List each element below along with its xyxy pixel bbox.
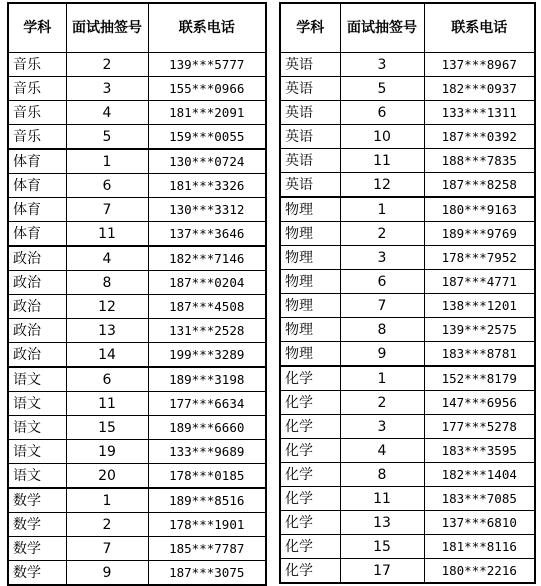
table-row — [8, 537, 266, 561]
phone-cell: 139***2575 — [424, 318, 535, 342]
draw-number-cell: 1 — [66, 488, 148, 513]
subject-cell: 物理 — [280, 294, 340, 318]
subject-cell: 英语 — [280, 77, 340, 101]
draw-number-cell: 8 — [66, 271, 148, 295]
subject-cell: 体育 — [8, 174, 66, 198]
table-row — [8, 198, 266, 222]
draw-number-cell: 2 — [66, 513, 148, 537]
table-row — [280, 511, 535, 535]
phone-cell: 138***1201 — [424, 294, 535, 318]
draw-number-cell: 17 — [340, 559, 424, 584]
phone-cell: 159***0055 — [148, 125, 266, 150]
table-row — [280, 487, 535, 511]
phone-cell: 183***7085 — [424, 487, 535, 511]
table-row — [280, 53, 535, 77]
subject-cell: 音乐 — [8, 53, 66, 77]
draw-number-cell: 11 — [340, 487, 424, 511]
table-row — [8, 101, 266, 125]
table-row — [280, 535, 535, 559]
phone-cell: 133***1311 — [424, 101, 535, 125]
table-row — [8, 513, 266, 537]
subject-cell: 化学 — [280, 415, 340, 439]
draw-number-cell: 11 — [340, 149, 424, 173]
subject-cell: 化学 — [280, 487, 340, 511]
draw-number-cell: 8 — [340, 463, 424, 487]
right-table-body — [280, 53, 535, 584]
phone-cell: 180***2216 — [424, 559, 535, 584]
subject-cell: 化学 — [280, 511, 340, 535]
subject-cell: 政治 — [8, 271, 66, 295]
table-row — [280, 439, 535, 463]
left-table-body — [8, 53, 266, 586]
phone-cell: 185***7787 — [148, 537, 266, 561]
table-row — [8, 392, 266, 416]
draw-number-cell: 10 — [340, 125, 424, 149]
phone-cell: 183***3595 — [424, 439, 535, 463]
phone-cell: 152***8179 — [424, 366, 535, 391]
subject-cell: 英语 — [280, 149, 340, 173]
subject-cell: 体育 — [8, 222, 66, 247]
subject-cell: 物理 — [280, 270, 340, 294]
subject-cell: 物理 — [280, 222, 340, 246]
phone-cell: 187***4508 — [148, 295, 266, 319]
table-row — [8, 271, 266, 295]
subject-cell: 物理 — [280, 318, 340, 342]
subject-cell: 音乐 — [8, 77, 66, 101]
table-row — [8, 77, 266, 101]
table-row — [280, 415, 535, 439]
table-row — [8, 464, 266, 489]
draw-number-cell: 13 — [340, 511, 424, 535]
phone-cell: 187***0392 — [424, 125, 535, 149]
draw-number-cell: 7 — [66, 537, 148, 561]
draw-number-cell: 5 — [340, 77, 424, 101]
subject-cell: 语文 — [8, 392, 66, 416]
table-row — [280, 391, 535, 415]
table-row — [280, 222, 535, 246]
subject-cell: 政治 — [8, 343, 66, 368]
subject-cell: 英语 — [280, 125, 340, 149]
header-row — [8, 3, 266, 53]
phone-cell: 178***0185 — [148, 464, 266, 489]
table-row — [280, 294, 535, 318]
phone-cell: 199***3289 — [148, 343, 266, 368]
draw-number-cell: 8 — [340, 318, 424, 342]
table-row — [8, 125, 266, 150]
table-row — [8, 343, 266, 368]
table-row — [8, 488, 266, 513]
table-row — [280, 342, 535, 367]
phone-cell: 182***0937 — [424, 77, 535, 101]
phone-cell: 177***6634 — [148, 392, 266, 416]
phone-cell: 189***3198 — [148, 367, 266, 392]
phone-cell: 182***1404 — [424, 463, 535, 487]
subject-cell: 化学 — [280, 391, 340, 415]
draw-number-cell: 11 — [66, 392, 148, 416]
phone-cell: 181***2091 — [148, 101, 266, 125]
header-phone: 联系电话 — [424, 3, 535, 53]
draw-number-cell: 1 — [340, 197, 424, 222]
phone-cell: 183***8781 — [424, 342, 535, 367]
draw-number-cell: 7 — [66, 198, 148, 222]
subject-cell: 语文 — [8, 416, 66, 440]
draw-number-cell: 2 — [340, 391, 424, 415]
subject-cell: 政治 — [8, 295, 66, 319]
subject-cell: 语文 — [8, 367, 66, 392]
table-row — [280, 173, 535, 198]
phone-cell: 147***6956 — [424, 391, 535, 415]
draw-number-cell: 9 — [340, 342, 424, 367]
draw-number-cell: 6 — [340, 101, 424, 125]
subject-cell: 数学 — [8, 537, 66, 561]
phone-cell: 177***5278 — [424, 415, 535, 439]
draw-number-cell: 12 — [66, 295, 148, 319]
table-row — [280, 559, 535, 584]
draw-number-cell: 7 — [340, 294, 424, 318]
subject-cell: 化学 — [280, 463, 340, 487]
phone-cell: 181***8116 — [424, 535, 535, 559]
subject-cell: 体育 — [8, 198, 66, 222]
table-row — [280, 77, 535, 101]
draw-number-cell: 12 — [340, 173, 424, 198]
draw-number-cell: 3 — [340, 246, 424, 270]
phone-cell: 181***3326 — [148, 174, 266, 198]
subject-cell: 体育 — [8, 149, 66, 174]
draw-number-cell: 3 — [66, 77, 148, 101]
header-draw-number: 面试抽签号 — [66, 3, 148, 53]
table-row — [8, 319, 266, 343]
table-row — [8, 367, 266, 392]
table-row — [280, 318, 535, 342]
subject-cell: 数学 — [8, 488, 66, 513]
phone-cell: 130***0724 — [148, 149, 266, 174]
draw-number-cell: 4 — [340, 439, 424, 463]
draw-number-cell: 19 — [66, 440, 148, 464]
right-table — [279, 2, 536, 584]
table-row — [8, 222, 266, 247]
subject-cell: 英语 — [280, 101, 340, 125]
table-row — [280, 366, 535, 391]
table-row — [280, 463, 535, 487]
phone-cell: 187***0204 — [148, 271, 266, 295]
draw-number-cell: 6 — [66, 174, 148, 198]
subject-cell: 物理 — [280, 246, 340, 270]
phone-cell: 155***0966 — [148, 77, 266, 101]
table-row — [280, 149, 535, 173]
phone-cell: 137***8967 — [424, 53, 535, 77]
subject-cell: 英语 — [280, 173, 340, 198]
phone-cell: 133***9689 — [148, 440, 266, 464]
draw-number-cell: 3 — [340, 415, 424, 439]
subject-cell: 化学 — [280, 535, 340, 559]
table-row — [8, 295, 266, 319]
subject-cell: 物理 — [280, 342, 340, 367]
subject-cell: 化学 — [280, 439, 340, 463]
table-row — [8, 416, 266, 440]
left-table — [7, 2, 267, 586]
phone-cell: 178***1901 — [148, 513, 266, 537]
header-draw-number: 面试抽签号 — [340, 3, 424, 53]
phone-cell: 178***7952 — [424, 246, 535, 270]
table-row — [280, 270, 535, 294]
draw-number-cell: 9 — [66, 561, 148, 586]
draw-number-cell: 6 — [66, 367, 148, 392]
phone-cell: 180***9163 — [424, 197, 535, 222]
subject-cell: 化学 — [280, 366, 340, 391]
draw-number-cell: 5 — [66, 125, 148, 150]
subject-cell: 物理 — [280, 197, 340, 222]
draw-number-cell: 14 — [66, 343, 148, 368]
subject-cell: 音乐 — [8, 125, 66, 150]
draw-number-cell: 1 — [66, 149, 148, 174]
draw-number-cell: 4 — [66, 101, 148, 125]
draw-number-cell: 2 — [340, 222, 424, 246]
table-row — [280, 246, 535, 270]
table-row — [8, 246, 266, 271]
phone-cell: 187***4771 — [424, 270, 535, 294]
phone-cell: 139***5777 — [148, 53, 266, 77]
draw-number-cell: 13 — [66, 319, 148, 343]
phone-cell: 137***6810 — [424, 511, 535, 535]
subject-cell: 化学 — [280, 559, 340, 584]
subject-cell: 政治 — [8, 246, 66, 271]
subject-cell: 语文 — [8, 440, 66, 464]
draw-number-cell: 15 — [340, 535, 424, 559]
phone-cell: 188***7835 — [424, 149, 535, 173]
phone-cell: 187***3075 — [148, 561, 266, 586]
phone-cell: 130***3312 — [148, 198, 266, 222]
draw-number-cell: 2 — [66, 53, 148, 77]
subject-cell: 政治 — [8, 319, 66, 343]
subject-cell: 数学 — [8, 513, 66, 537]
table-row — [280, 197, 535, 222]
header-subject: 学科 — [8, 3, 66, 53]
header-phone: 联系电话 — [148, 3, 266, 53]
subject-cell: 英语 — [280, 53, 340, 77]
draw-number-cell: 4 — [66, 246, 148, 271]
draw-number-cell: 15 — [66, 416, 148, 440]
draw-number-cell: 3 — [340, 53, 424, 77]
subject-cell: 数学 — [8, 561, 66, 586]
draw-number-cell: 11 — [66, 222, 148, 247]
subject-cell: 音乐 — [8, 101, 66, 125]
phone-cell: 189***6660 — [148, 416, 266, 440]
table-row — [280, 101, 535, 125]
table-row — [8, 53, 266, 77]
phone-cell: 189***8516 — [148, 488, 266, 513]
table-row — [8, 440, 266, 464]
subject-cell: 语文 — [8, 464, 66, 489]
table-row — [8, 149, 266, 174]
draw-number-cell: 6 — [340, 270, 424, 294]
phone-cell: 131***2528 — [148, 319, 266, 343]
phone-cell: 137***3646 — [148, 222, 266, 247]
phone-cell: 187***8258 — [424, 173, 535, 198]
draw-number-cell: 20 — [66, 464, 148, 489]
phone-cell: 189***9769 — [424, 222, 535, 246]
table-row — [280, 125, 535, 149]
table-row — [8, 561, 266, 586]
draw-number-cell: 1 — [340, 366, 424, 391]
phone-cell: 182***7146 — [148, 246, 266, 271]
table-row — [8, 174, 266, 198]
header-subject: 学科 — [280, 3, 340, 53]
header-row — [280, 3, 535, 53]
